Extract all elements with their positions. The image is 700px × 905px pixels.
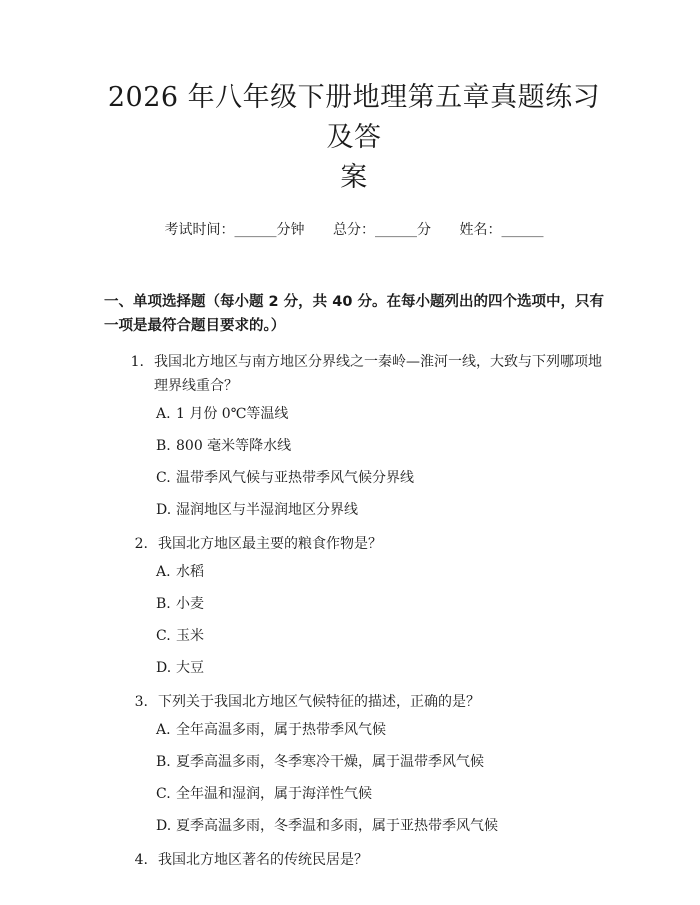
option-b	[156, 436, 604, 456]
option-letter: C.	[156, 628, 171, 644]
option-d	[156, 816, 604, 836]
option-letter: D.	[156, 660, 172, 676]
question-1	[100, 350, 604, 398]
option-text: 1 月份 0℃等温线	[176, 406, 289, 422]
option-text: 夏季高温多雨，冬季温和多雨，属于亚热带季风气候	[176, 818, 498, 834]
option-text: 湿润地区与半湿润地区分界线	[176, 502, 358, 518]
option-text: 小麦	[176, 596, 204, 612]
option-text: 全年温和湿润，属于海洋性气候	[176, 786, 372, 802]
section-heading: 一、单项选择题（每小题 2 分，共 40 分。在每小题列出的四个选项中，只有一项是最符合题目要求的。）	[104, 294, 604, 334]
option-d	[156, 658, 604, 678]
question-stem: 我国北方地区著名的传统民居是？	[158, 852, 368, 868]
option-a	[156, 562, 604, 582]
option-text: 全年高温多雨，属于热带季风气候	[176, 722, 386, 738]
option-c	[156, 784, 604, 804]
option-text: 大豆	[176, 660, 204, 676]
exam-time-field: 考试时间：______分钟	[164, 222, 305, 238]
document-title	[104, 78, 604, 198]
question-2	[104, 532, 604, 556]
option-letter: A.	[156, 722, 171, 738]
option-a	[156, 404, 604, 424]
option-letter: A.	[156, 406, 171, 422]
option-text: 水稻	[176, 564, 204, 580]
question-number: 3.	[134, 694, 148, 710]
question-3-options	[104, 720, 604, 836]
option-a	[156, 720, 604, 740]
option-letter: B.	[156, 438, 171, 454]
option-b	[156, 752, 604, 772]
option-c	[156, 468, 604, 488]
question-3	[104, 690, 604, 714]
option-d	[156, 500, 604, 520]
total-score-field: 总分：______分	[333, 222, 431, 238]
question-stem: 我国北方地区最主要的粮食作物是？	[158, 536, 382, 552]
option-letter: B.	[156, 754, 171, 770]
question-4	[104, 848, 604, 872]
option-letter: C.	[156, 786, 171, 802]
option-text: 玉米	[176, 628, 204, 644]
title-line-2: 案	[340, 162, 368, 193]
option-text: 800 毫米等降水线	[176, 438, 292, 454]
option-b	[156, 594, 604, 614]
student-name-field: 姓名：______	[459, 222, 544, 238]
option-letter: C.	[156, 470, 171, 486]
question-stem: 下列关于我国北方地区气候特征的描述，正确的是？	[158, 694, 480, 710]
option-letter: D.	[156, 818, 172, 834]
option-text: 温带季风气候与亚热带季风气候分界线	[176, 470, 414, 486]
question-stem: 我国北方地区与南方地区分界线之一秦岭—淮河一线，大致与下列哪项地理界线重合？	[154, 354, 602, 394]
option-c	[156, 626, 604, 646]
exam-info	[104, 220, 604, 240]
option-text: 夏季高温多雨，冬季寒冷干燥，属于温带季风气候	[176, 754, 484, 770]
option-letter: D.	[156, 502, 172, 518]
question-number: 2.	[134, 536, 148, 552]
question-2-options	[104, 562, 604, 678]
option-letter: B.	[156, 596, 171, 612]
option-letter: A.	[156, 564, 171, 580]
question-1-options	[104, 404, 604, 520]
question-number: 4.	[134, 852, 148, 868]
question-number: 1.	[130, 354, 144, 370]
title-line-1: 2026 年八年级下册地理第五章真题练习及答	[107, 82, 601, 153]
